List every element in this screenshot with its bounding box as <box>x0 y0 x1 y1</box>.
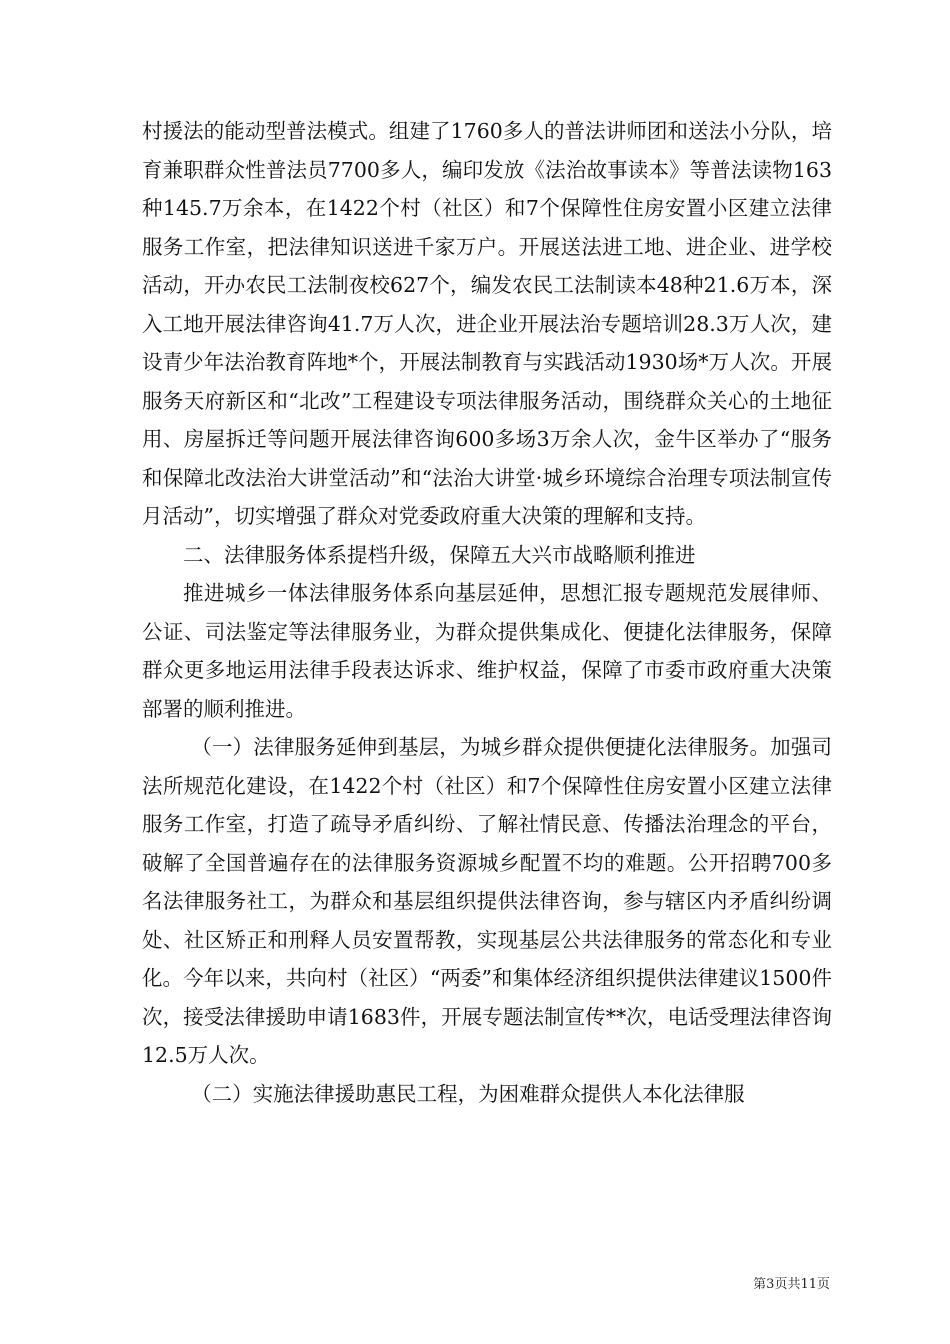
paragraph-continuation: 村援法的能动型普法模式。组建了1760多人的普法讲师团和送法小分队，培育兼职群众性普法员7700多人，编印发放《法治故事读本》等普法读物163种145.7万余本，在1422个村（社区）和7个保障性住房安置小区建立法律服务工作室，把法律知识送进千家万户。开展送法进工地、进企业、进学校活动，开办农民工法制夜校627个，编发农民工法制读本48种21.6万本，深入工地开展法律咨询41.7万人次，进企业开展法治专题培训28.3万人次，建设青少年法治教育阵地*个，开展法制教育与实践活动1930场*万人次。开展服务天府新区和“北改”工程建设专项法律服务活动，围绕群众关心的土地征用、房屋拆迁等问题开展法律咨询600多场3万余人次，金牛区举办了“服务和保障北改法治大讲堂活动”和“法治大讲堂·城乡环境综合治理专项法制宣传月活动”，切实增强了群众对党委政府重大决策的理解和支持。 <box>142 119 832 528</box>
paragraph-subsection-2: （二）实施法律援助惠民工程，为困难群众提供人本化法律服 <box>191 1081 745 1106</box>
page-number: 第3页共11页 <box>753 1277 830 1292</box>
section-heading: 二、法律服务体系提档升级，保障五大兴市战略顺利推进 <box>183 542 696 567</box>
paragraph-section-intro: 推进城乡一体法律服务体系向基层延伸，思想汇报专题规范发展律师、公证、司法鉴定等法律服务业，为群众提供集成化、便捷化法律服务，保障群众更多地运用法律手段表达诉求、维护权益，保障了市委市政府重大决策部署的顺利推进。 <box>142 581 832 721</box>
document-body <box>142 112 832 1113</box>
paragraph-subsection-1: （一）法律服务延伸到基层，为城乡群众提供便捷化法律服务。加强司法所规范化建设，在1422个村（社区）和7个保障性住房安置小区建立法律服务工作室，打造了疏导矛盾纠纷、了解社情民意、传播法治理念的平台，破解了全国普遍存在的法律服务资源城乡配置不均的难题。公开招聘700多名法律服务社工，为群众和基层组织提供法律咨询，参与辖区内矛盾纠纷调处、社区矫正和刑释人员安置帮教，实现基层公共法律服务的常态化和专业化。今年以来，共向村（社区）“两委”和集体经济组织提供法律建议1500件次，接受法律援助申请1683件，开展专题法制宣传**次，电话受理法律咨询12.5万人次。 <box>142 735 832 1067</box>
